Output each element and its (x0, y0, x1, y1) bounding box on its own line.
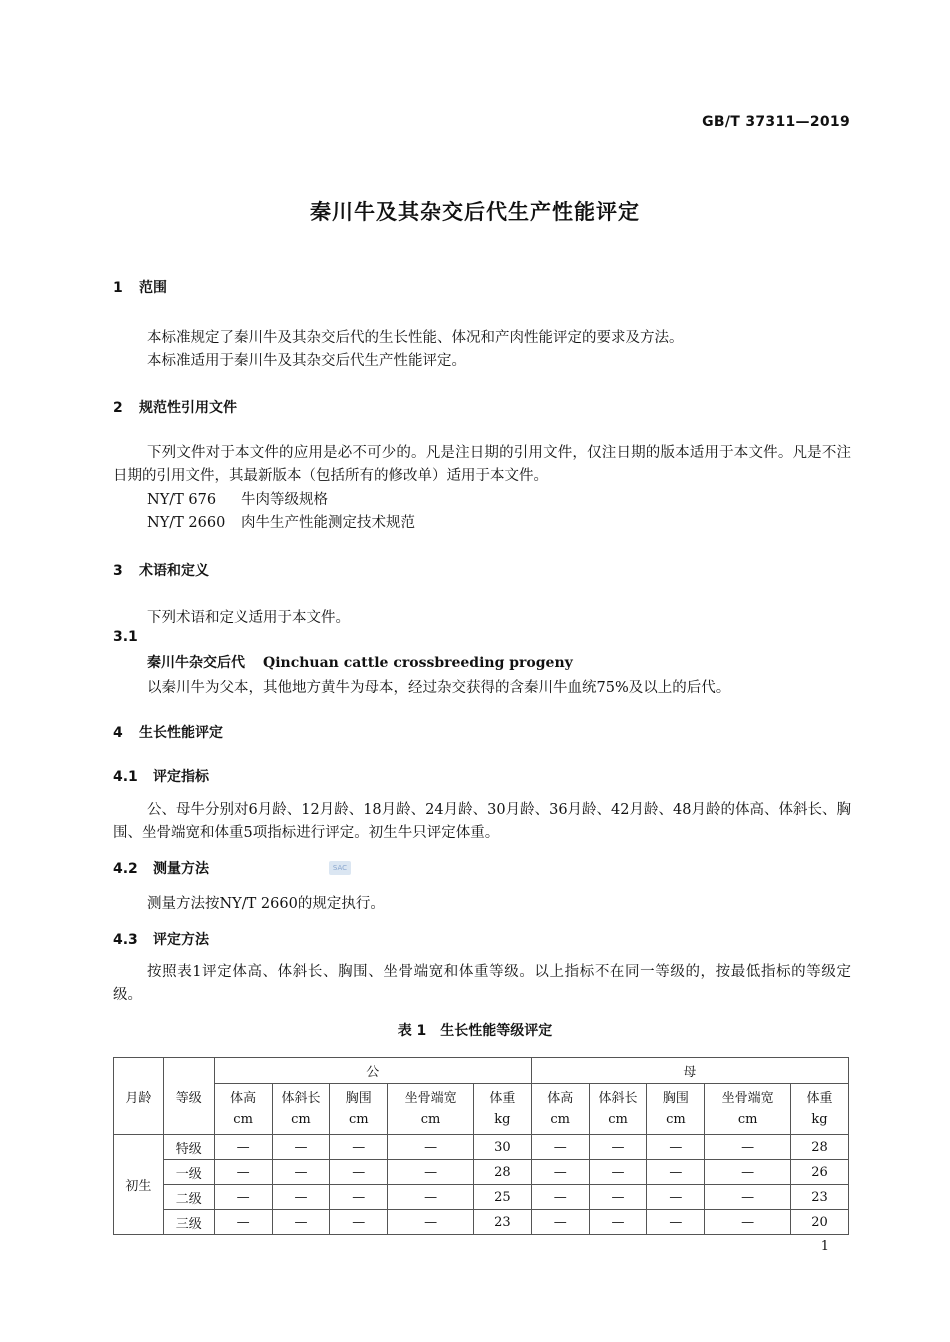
section-4-2-heading (113, 858, 209, 878)
grade-cell: 一级 (163, 1160, 214, 1185)
table-cell: 23 (791, 1185, 849, 1210)
section-4-3-heading (113, 929, 209, 949)
section-title: 规范性引用文件 (139, 400, 237, 416)
grade-cell: 特级 (163, 1135, 214, 1160)
table-cell: 28 (791, 1135, 849, 1160)
section-title: 范围 (139, 280, 167, 296)
table-cell: 26 (791, 1160, 849, 1185)
table-cell: — (705, 1210, 791, 1235)
table-cell: 30 (473, 1135, 531, 1160)
reference-name: 牛肉等级规格 (241, 492, 328, 508)
standard-code: GB/T 37311—2019 (702, 114, 850, 130)
column-header: 体斜长 cm (589, 1084, 647, 1135)
table-cell: — (647, 1160, 705, 1185)
column-header: 体斜长 cm (272, 1084, 330, 1135)
paragraph: 下列术语和定义适用于本文件。 (147, 610, 350, 626)
section-title: 评定方法 (153, 932, 209, 948)
section-number: 3 (113, 563, 123, 579)
table-cell: — (214, 1160, 272, 1185)
table-cell: 28 (473, 1160, 531, 1185)
table-cell: — (647, 1185, 705, 1210)
table-cell: — (705, 1185, 791, 1210)
table-cell: — (330, 1185, 388, 1210)
grade-cell: 三级 (163, 1210, 214, 1235)
grade-cell: 二级 (163, 1185, 214, 1210)
table-cell: — (705, 1160, 791, 1185)
grade-header: 等级 (163, 1058, 214, 1135)
column-header: 体重 kg (791, 1084, 849, 1135)
reference-code: NY/T 2660 (147, 515, 226, 531)
female-group-header: 母 (531, 1058, 848, 1084)
age-cell: 初生 (114, 1135, 164, 1235)
column-header: 胸围 cm (647, 1084, 705, 1135)
table-cell: — (531, 1160, 589, 1185)
reference-item (147, 488, 328, 509)
table-row (114, 1210, 849, 1235)
section-title: 生长性能评定 (139, 725, 223, 741)
table-caption: 表 1 生长性能等级评定 (397, 1023, 553, 1039)
term-chinese: 秦川牛杂交后代 (147, 655, 245, 671)
table-cell: — (589, 1185, 647, 1210)
paragraph: 下列文件对于本文件的应用是必不可少的。凡是注日期的引用文件，仅注日期的版本适用于本文件。凡是不注日期的引用文件，其最新版本（包括所有的修改单）适用于本文件。 (113, 445, 851, 484)
table-cell: 25 (473, 1185, 531, 1210)
column-header: 体高 cm (214, 1084, 272, 1135)
table-cell: — (388, 1135, 474, 1160)
watermark-logo: SAC (329, 861, 351, 875)
growth-grade-table (113, 1057, 849, 1235)
table-row (114, 1185, 849, 1210)
paragraph: 测量方法按NY/T 2660的规定执行。 (147, 896, 385, 912)
reference-item (147, 511, 415, 532)
table-cell: — (531, 1135, 589, 1160)
term-definition: 以秦川牛为父本，其他地方黄牛为母本，经过杂交获得的含秦川牛血统75%及以上的后代。 (147, 680, 731, 696)
paragraph: 本标准规定了秦川牛及其杂交后代的生长性能、体况和产肉性能评定的要求及方法。 (147, 330, 684, 346)
section-number: 2 (113, 400, 123, 416)
table-cell: — (589, 1135, 647, 1160)
section-2-heading (113, 397, 237, 417)
term-entry (147, 652, 573, 672)
document-title: 秦川牛及其杂交后代生产性能评定 (310, 200, 640, 224)
table-subheader-row (114, 1084, 849, 1135)
column-header: 坐骨端宽 cm (388, 1084, 474, 1135)
column-header: 体重 kg (473, 1084, 531, 1135)
section-title: 术语和定义 (139, 563, 209, 579)
section-4-heading (113, 722, 223, 742)
table-cell: 23 (473, 1210, 531, 1235)
table-header-row (114, 1058, 849, 1084)
subsection-number: 3.1 (113, 629, 138, 645)
paragraph: 本标准适用于秦川牛及其杂交后代生产性能评定。 (147, 353, 466, 369)
section-title: 测量方法 (153, 861, 209, 877)
section-number: 4.3 (113, 932, 138, 948)
paragraph: 公、母牛分别对6月龄、12月龄、18月龄、24月龄、30月龄、36月龄、42月龄、48月龄的体高、体斜长、胸围、坐骨端宽和体重5项指标进行评定。初生牛只评定体重。 (113, 802, 851, 841)
table-cell: — (388, 1210, 474, 1235)
age-header: 月龄 (114, 1058, 164, 1135)
table-cell: — (272, 1185, 330, 1210)
table-cell: — (531, 1210, 589, 1235)
column-header: 体高 cm (531, 1084, 589, 1135)
table-cell: — (388, 1185, 474, 1210)
section-title: 评定指标 (153, 769, 209, 785)
table-row (114, 1160, 849, 1185)
table-cell: — (647, 1135, 705, 1160)
table-cell: — (589, 1160, 647, 1185)
section-3-heading (113, 560, 209, 580)
table-cell: — (531, 1185, 589, 1210)
table-cell: — (214, 1210, 272, 1235)
reference-code: NY/T 676 (147, 492, 217, 508)
table-cell: — (272, 1160, 330, 1185)
term-english: Qinchuan cattle crossbreeding progeny (263, 655, 573, 671)
male-group-header: 公 (214, 1058, 531, 1084)
table-cell: — (214, 1185, 272, 1210)
table-cell: — (330, 1210, 388, 1235)
section-number: 4 (113, 725, 123, 741)
table-cell: — (589, 1210, 647, 1235)
paragraph: 按照表1评定体高、体斜长、胸围、坐骨端宽和体重等级。以上指标不在同一等级的，按最低指标的等级定级。 (113, 964, 851, 1003)
section-1-heading (113, 277, 167, 297)
reference-name: 肉牛生产性能测定技术规范 (241, 515, 415, 531)
table-cell: — (272, 1135, 330, 1160)
section-4-1-heading (113, 766, 209, 786)
table-cell: — (330, 1160, 388, 1185)
table-cell: — (705, 1135, 791, 1160)
page-number: 1 (820, 1239, 829, 1254)
table-cell: — (214, 1135, 272, 1160)
section-number: 4.2 (113, 861, 138, 877)
table-cell: — (330, 1135, 388, 1160)
column-header: 坐骨端宽 cm (705, 1084, 791, 1135)
table-cell: — (272, 1210, 330, 1235)
section-number: 1 (113, 280, 123, 296)
column-header: 胸围 cm (330, 1084, 388, 1135)
table-row (114, 1135, 849, 1160)
table-cell: 20 (791, 1210, 849, 1235)
table-cell: — (647, 1210, 705, 1235)
table-cell: — (388, 1160, 474, 1185)
section-number: 4.1 (113, 769, 138, 785)
